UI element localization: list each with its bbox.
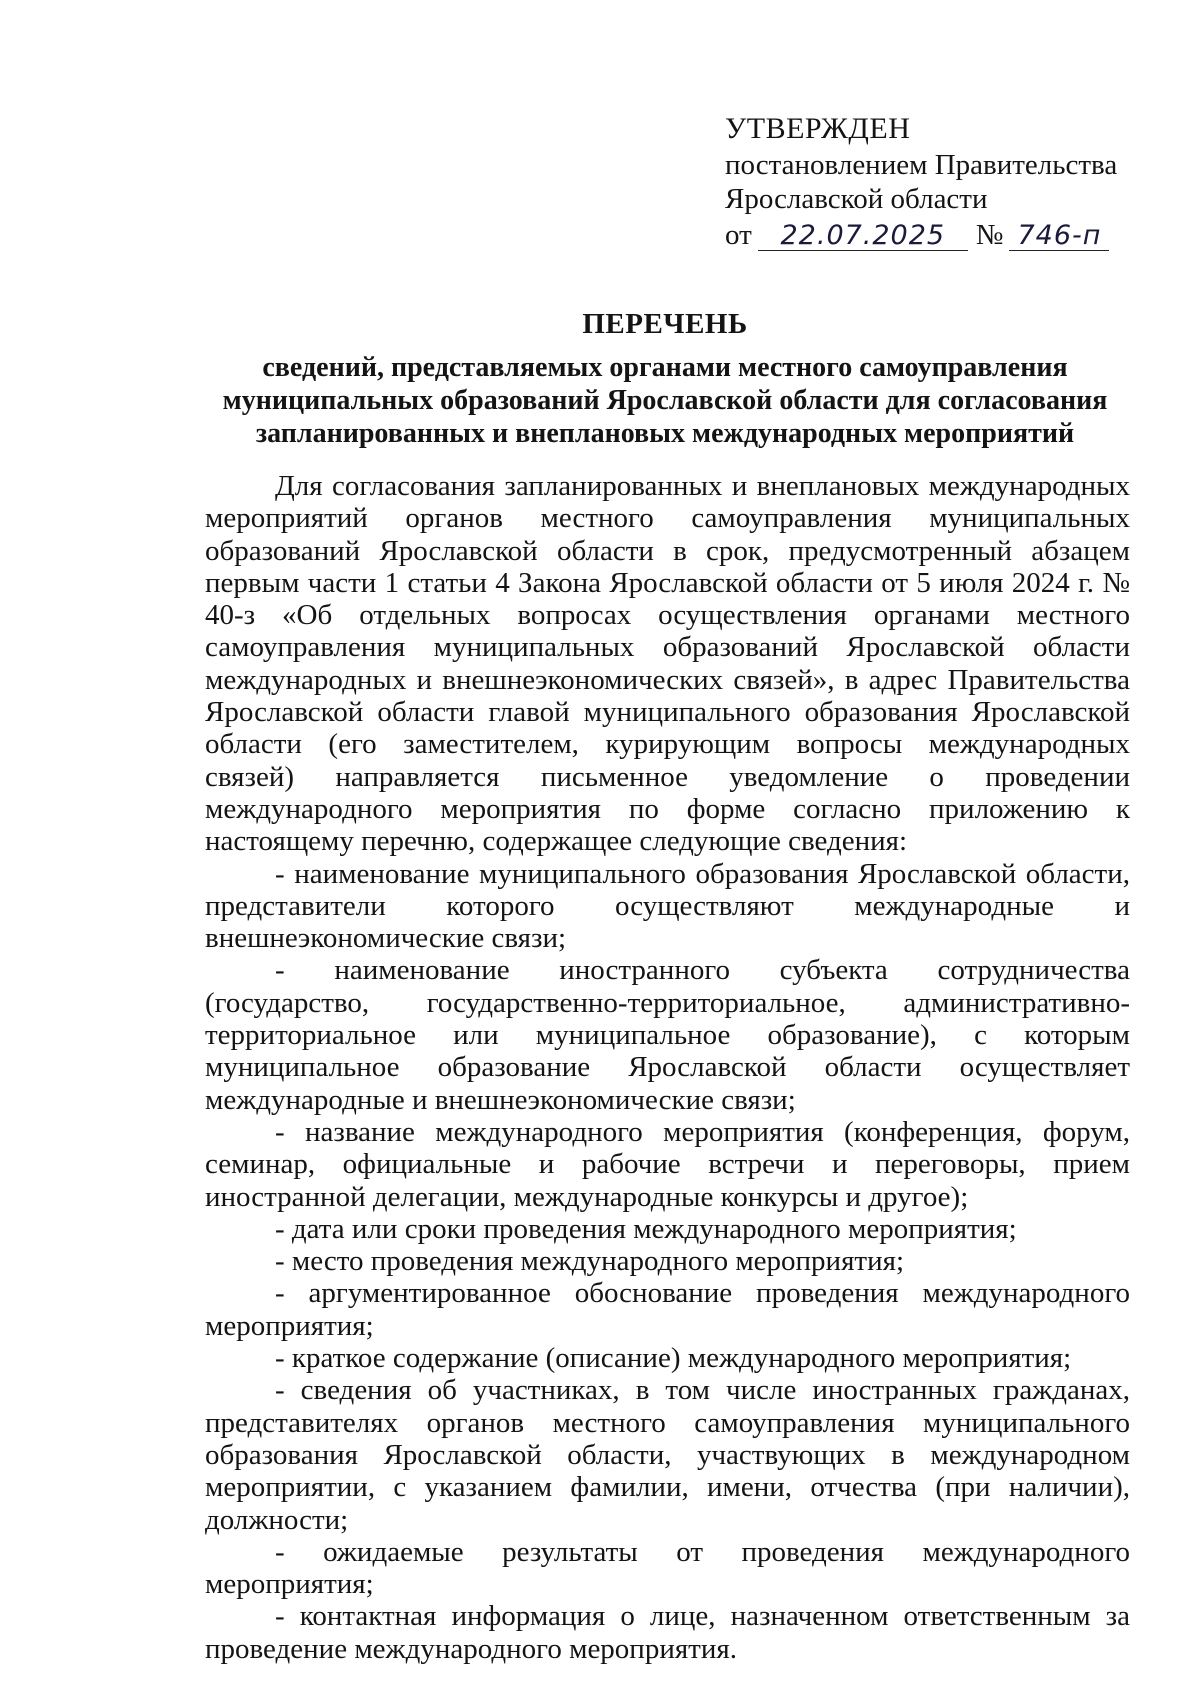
list-item: - наименование иностранного субъекта сотрудничества (государство, государственно-территориальное, административно-территориальное или муниципальное образование), с которым муниципальное образование Ярославской области осуществляет международные и внешнеэкономические связи; bbox=[205, 954, 1130, 1116]
list-item: - сведения об участниках, в том числе иностранных гражданах, представителях органов местного самоуправления муниципального образования Ярославской области, участвующих в международном мероприятии, с указанием фамилии, имени, отчества (при наличии), должности; bbox=[205, 1374, 1130, 1536]
list-item: - контактная информация о лице, назначенном ответственным за проведение международного мероприятия. bbox=[205, 1600, 1130, 1665]
intro-paragraph: Для согласования запланированных и внеплановых международных мероприятий органов местного самоуправления муниципальных образований Ярославской области в срок, предусмотренный абзацем первым части 1 статьи 4 Закона Ярославской области от 5 июля 2024 г. № 40-з «Об отдельных вопросах осуществления органами местного самоуправления муниципальных образований Ярославской области международных и внешнеэкономических связей», в адрес Правительства Ярославской области главой муниципального образования Ярославской области (его заместителем, курирующим вопросы международных связей) направляется письменное уведомление о проведении международного мероприятия по форме согласно приложению к настоящему перечню, содержащее следующие сведения: bbox=[205, 470, 1130, 858]
document-title: ПЕРЕЧЕНЬ bbox=[582, 308, 748, 340]
document-subtitle: сведений, представляемых органами местного самоуправления муниципальных образований Ярославской области для согласования запланированных и внеплановых международных мероприятий bbox=[222, 352, 1108, 449]
list-item: - наименование муниципального образования Ярославской области, представители которого осуществляют международные и внешнеэкономические связи; bbox=[205, 857, 1130, 955]
number-prefix: № bbox=[975, 219, 1004, 251]
list-item: - дата или сроки проведения международного мероприятия; bbox=[275, 1212, 1017, 1245]
document-title-block bbox=[200, 308, 1130, 450]
list-item: - краткое содержание (описание) международного мероприятия; bbox=[275, 1342, 1072, 1375]
list-item: - ожидаемые результаты от проведения международного мероприятия; bbox=[205, 1535, 1130, 1601]
approval-date-line bbox=[725, 218, 1165, 252]
handwritten-number: 746-п bbox=[1009, 222, 1109, 251]
list-item: - место проведения международного мероприятия; bbox=[275, 1245, 905, 1278]
approval-line-1: постановлением Правительства bbox=[725, 149, 1118, 181]
handwritten-date: 22.07.2025 bbox=[758, 222, 968, 251]
list-item: - название международного мероприятия (конференция, форум, семинар, официальные и рабочие встречи и переговоры, прием иностранной делегации, международные конкурсы и другое); bbox=[205, 1115, 1130, 1213]
approval-block bbox=[725, 110, 1165, 252]
list-item: - аргументированное обоснование проведения международного мероприятия; bbox=[205, 1277, 1130, 1342]
date-prefix: от bbox=[725, 219, 752, 251]
approval-line-2: Ярославской области bbox=[725, 183, 988, 215]
approval-heading: УТВЕРЖДЕН bbox=[725, 112, 911, 145]
document-body bbox=[205, 470, 1130, 1665]
